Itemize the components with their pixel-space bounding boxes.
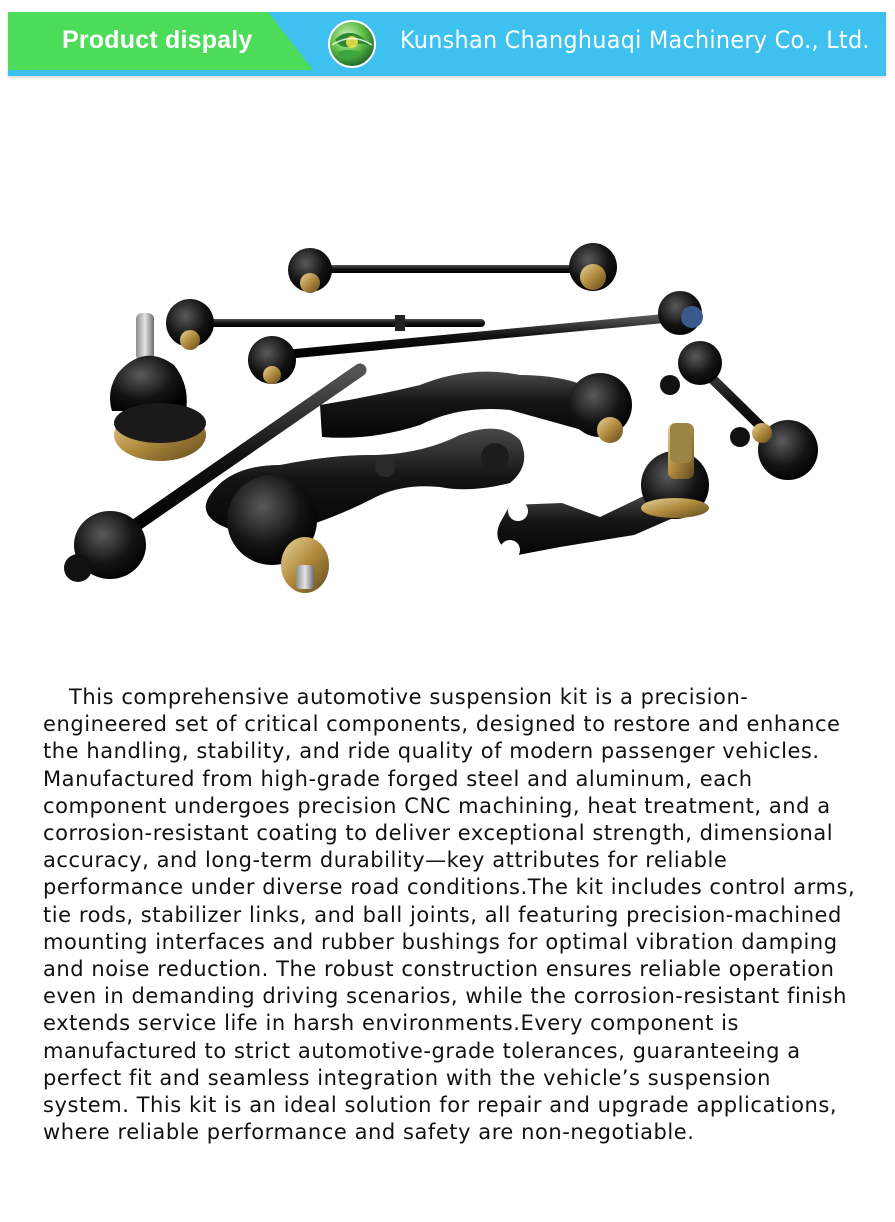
header-label: Product dispaly: [62, 26, 253, 54]
company-name: Kunshan Changhuaqi Machinery Co., Ltd.: [400, 26, 870, 54]
product-description: This comprehensive automotive suspension kit is a precision-engineered set of critical components, designed to restore and enhance the handling, stability, and ride quality of modern passenger vehicles. Manufactured from high-grade forged steel and aluminum, each component undergoes precision CNC machining, heat treatment, and a corrosion-resistant coating to deliver exceptional strength, dimensional accuracy, and long-term durability—key attributes for reliable performance under diverse road conditions.The kit includes control arms, tie rods, stabilizer links, and ball joints, all featuring precision-machined mounting interfaces and rubber bushings for optimal vibration damping and noise reduction. The robust construction ensures reliable operation even in demanding driving scenarios, while the corrosion-resistant finish extends service life in harsh environments.Every component is manufactured to strict automotive-grade tolerances, guaranteeing a perfect fit and seamless integration with the vehicle’s suspension system. This kit is an ideal solution for repair and upgrade applications, where reliable performance and safety are non-negotiable.: [43, 685, 856, 1145]
header-banner: [8, 12, 886, 76]
suspension-parts-image: [40, 225, 840, 615]
globe-logo-icon: [326, 18, 378, 70]
